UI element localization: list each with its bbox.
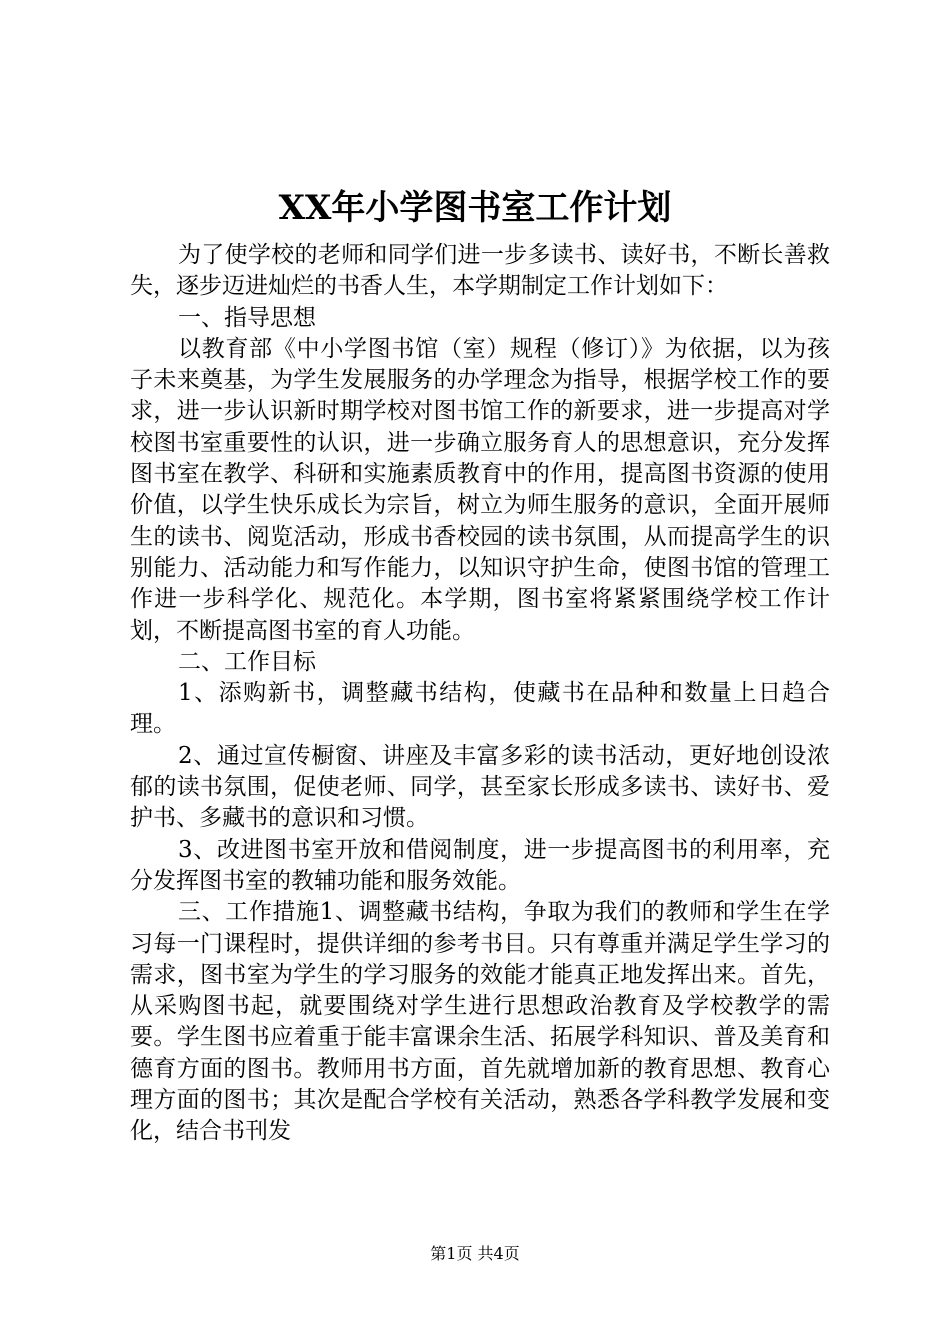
- document-body: [130, 240, 830, 1148]
- goal-item-2: 2、通过宣传橱窗、讲座及丰富多彩的读书活动，更好地创设浓郁的读书氛围，促使老师、同学，甚至家长形成多读书、读好书、爱护书、多藏书的意识和习惯。: [130, 742, 830, 832]
- section-heading-work-goals: 二、工作目标: [178, 648, 316, 675]
- goal-item-3: 3、改进图书室开放和借阅制度，进一步提高图书的利用率，充分发挥图书室的教辅功能和服务效能。: [130, 836, 830, 894]
- work-measures-paragraph: 三、工作措施1、调整藏书结构，争取为我们的教师和学生在学习每一门课程时，提供详细的参考书目。只有尊重并满足学生学习的需求，图书室为学生的学习服务的效能才能真正地发挥出来。首先，从采购图书起，就要围绕对学生进行思想政治教育及学校教学的需要。学生图书应着重于能丰富课余生活、拓展学科知识、普及美育和德育方面的图书。教师用书方面，首先就增加新的教育思想、教育心理方面的图书；其次是配合学校有关活动，熟悉各学科教学发展和变化，结合书刊发: [130, 899, 830, 1145]
- guiding-ideology-paragraph: 以教育部《中小学图书馆（室）规程（修订）》为依据，以为孩子未来奠基，为学生发展服务的办学理念为指导，根据学校工作的要求，进一步认识新时期学校对图书馆工作的新要求，进一步提高对学校图书室重要性的认识，进一步确立服务育人的思想意识，充分发挥图书室在教学、科研和实施素质教育中的作用，提高图书资源的使用价值，以学生快乐成长为宗旨，树立为师生服务的意识，全面开展师生的读书、阅览活动，形成书香校园的读书氛围，从而提高学生的识别能力、活动能力和写作能力，以知识守护生命，使图书馆的管理工作进一步科学化、规范化。本学期，图书室将紧紧围绕学校工作计划，不断提高图书室的育人功能。: [130, 335, 830, 644]
- page-footer: 第1页 共4页: [430, 1244, 520, 1263]
- section-heading-guiding-ideology: 一、指导思想: [178, 304, 316, 331]
- document-title: XX年小学图书室工作计划: [278, 188, 672, 228]
- goal-item-1: 1、添购新书，调整藏书结构，使藏书在品种和数量上日趋合理。: [130, 680, 830, 738]
- intro-paragraph: 为了使学校的老师和同学们进一步多读书、读好书，不断长善救失，逐步迈进灿烂的书香人生，本学期制定工作计划如下：: [130, 242, 830, 300]
